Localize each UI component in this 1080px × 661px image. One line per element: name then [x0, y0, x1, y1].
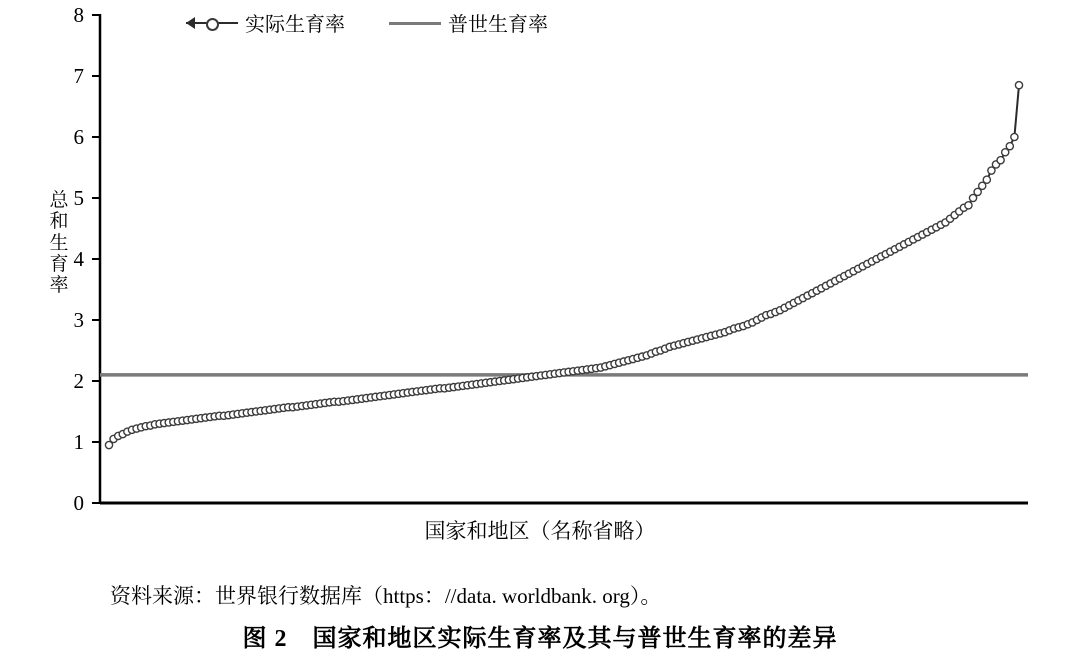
line-icon	[389, 16, 441, 30]
y-tick-label: 8	[73, 3, 84, 27]
y-tick-labels	[74, 3, 85, 515]
series-actual-fertility	[105, 82, 1022, 449]
legend-item-actual[interactable]	[186, 8, 345, 37]
line-marker-icon	[186, 16, 238, 30]
y-tick-label: 0	[73, 491, 84, 515]
y-tick-label: 3	[73, 308, 84, 332]
chart-legend	[186, 8, 548, 37]
x-axis-title: 国家和地区（名称省略）	[424, 519, 656, 543]
figure-caption: 图 2 国家和地区实际生育率及其与普世生育率的差异	[242, 626, 838, 652]
legend-label-universal: 普世生育率	[448, 14, 548, 36]
y-tick-label: 4	[73, 247, 84, 271]
y-tick-label: 7	[73, 64, 84, 88]
source-note: 资料来源：世界银行数据库（https：//data. worldbank. org）。	[110, 584, 662, 608]
y-tick-label: 2	[73, 369, 84, 393]
legend-item-universal[interactable]	[389, 8, 548, 37]
legend-label-actual: 实际生育率	[245, 14, 345, 36]
y-tick-label: 6	[73, 125, 84, 149]
y-axis-title: 总和生育率	[49, 190, 69, 297]
y-tick-label: 1	[73, 430, 84, 454]
y-tick-label: 5	[73, 186, 84, 210]
